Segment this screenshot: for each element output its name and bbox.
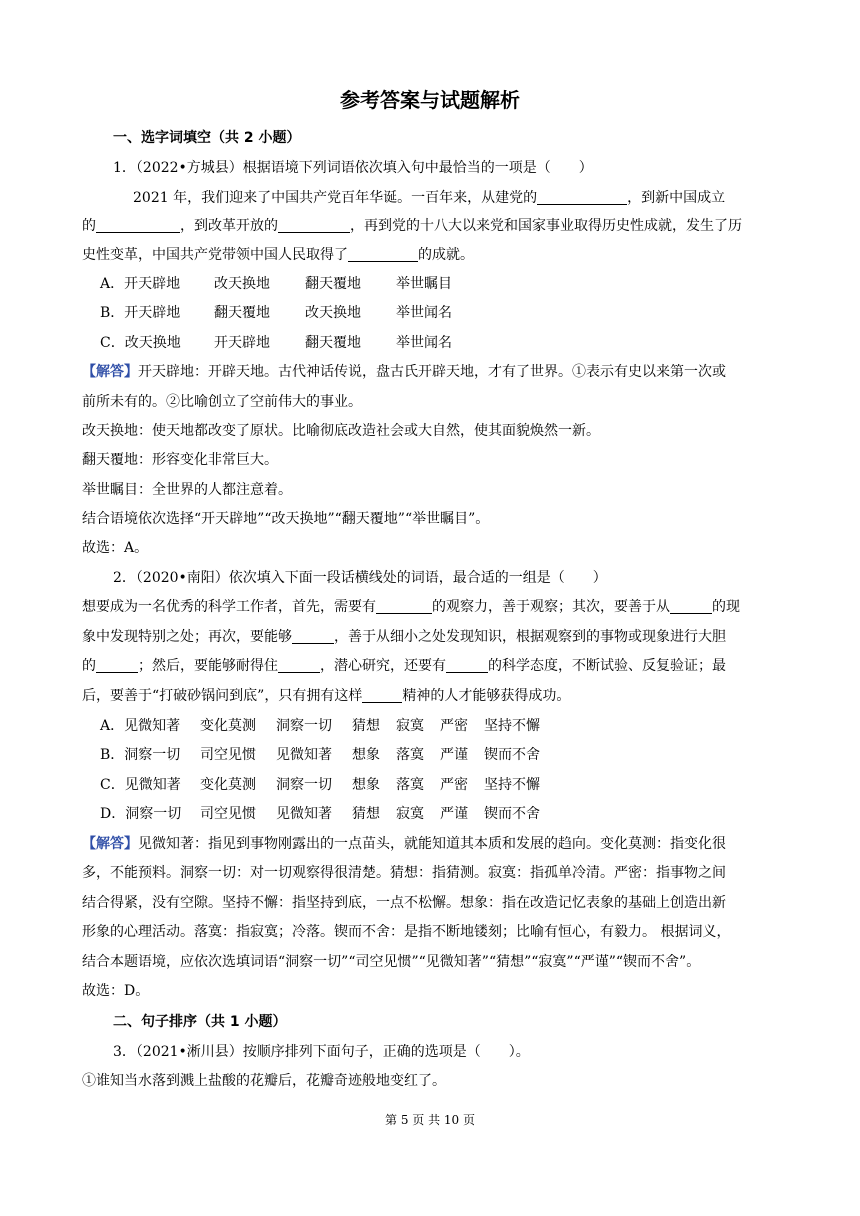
option-word: 想象 xyxy=(352,777,380,793)
question-2-stem: 2．（2020•南阳）依次填入下面一段话横线处的词语，最合适的一组是（ ） xyxy=(113,570,607,586)
question-2-option-d xyxy=(100,804,540,824)
option-word: A．开天辟地 xyxy=(100,276,181,292)
fill-blank xyxy=(96,658,138,673)
option-word: 洞察一切 xyxy=(276,777,332,793)
option-word: 猜想 xyxy=(352,806,380,822)
question-1-answer-line-4: 翻天覆地：形容变化非常巨大。 xyxy=(82,452,278,468)
question-2-answer-line-6: 故选：D。 xyxy=(82,983,150,999)
question-2-answer-line-2: 多，不能预料。洞察一切：对一切观察得很清楚。猜想：指猜测。寂寞：指孤单冷清。严密：指事物之间 xyxy=(82,865,726,881)
passage-text: 后，要善于“打破砂锅问到底”，只有拥有这样 xyxy=(82,688,363,704)
answer-tag: 【解答】 xyxy=(82,836,138,852)
option-word: 见微知著 xyxy=(276,747,332,763)
option-word: 寂寞 xyxy=(396,806,424,822)
question-1-answer-line-2: 前所未有的。②比喻创立了空前伟大的事业。 xyxy=(82,394,362,410)
fill-blank xyxy=(537,190,627,205)
fill-blank xyxy=(348,247,418,262)
passage-text: ，再到党的十八大以来党和国家事业取得历史性成就，发生了历 xyxy=(350,218,742,234)
question-1-answer-line-6: 结合语境依次选择“开天辟地”“改天换地”“翻天覆地”“举世瞩目”。 xyxy=(82,511,490,527)
option-word: 举世闻名 xyxy=(396,305,452,321)
question-1-stem: 1．（2022•方城县）根据语境下列词语依次填入句中最恰当的一项是（ ） xyxy=(113,160,593,176)
option-word: 坚持不懈 xyxy=(484,777,540,793)
passage-text: ，潜心研究，还要有 xyxy=(320,658,446,674)
question-1-answer-line-3: 改天换地：使天地都改变了原状。比喻彻底改造社会或大自然，使其面貌焕然一新。 xyxy=(82,423,600,439)
option-word: 举世闻名 xyxy=(396,335,452,351)
option-word: 锲而不舍 xyxy=(484,806,540,822)
option-word: 翻天覆地 xyxy=(214,305,270,321)
passage-text: 精神的人才能够获得成功。 xyxy=(402,688,571,704)
question-1-option-b xyxy=(100,303,452,323)
question-2-passage-line-4 xyxy=(82,686,570,706)
option-word: 举世瞩目 xyxy=(396,276,452,292)
option-word: 开天辟地 xyxy=(214,335,270,351)
passage-text: 想要成为一名优秀的科学工作者，首先，需要有 xyxy=(82,599,376,615)
passage-text: 象中发现特别之处；再次，要能够 xyxy=(82,629,292,645)
option-word: B．开天辟地 xyxy=(100,305,181,321)
fill-blank xyxy=(446,658,488,673)
option-word: C．见微知著 xyxy=(100,777,181,793)
question-2-option-c xyxy=(100,775,540,795)
option-word: 想象 xyxy=(352,747,380,763)
question-2-passage-line-1 xyxy=(82,597,740,617)
option-word: 猜想 xyxy=(352,718,380,734)
fill-blank xyxy=(376,599,432,614)
option-word: 变化莫测 xyxy=(200,718,256,734)
option-word: 严谨 xyxy=(440,806,468,822)
option-word: C．改天换地 xyxy=(100,335,181,351)
option-word: D．洞察一切 xyxy=(100,806,182,822)
question-1-answer-line-5: 举世瞩目：全世界的人都注意着。 xyxy=(82,482,292,498)
option-word: 改天换地 xyxy=(214,276,270,292)
question-2-answer-line-5: 结合本题语境，应依次选填词语“洞察一切”“司空见惯”“见微知著”“猜想”“寂寞”“严谨”“锲而不舍”。 xyxy=(82,954,701,970)
question-1-answer-line-7: 故选：A。 xyxy=(82,540,149,556)
question-2-passage-line-2 xyxy=(82,627,726,647)
question-1-passage-line-2 xyxy=(82,216,742,236)
option-word: 严谨 xyxy=(440,747,468,763)
fill-blank xyxy=(670,599,712,614)
passage-text: 的 xyxy=(82,218,96,234)
option-word: 严密 xyxy=(440,718,468,734)
question-2-answer-line-4: 形象的心理活动。落寞：指寂寞；冷落。锲而不舍：是指不断地镂刻；比喻有恒心，有毅力。 根据词义， xyxy=(82,924,731,940)
answer-text: 见微知著：指见到事物刚露出的一点苗头，就能知道其本质和发展的趋向。变化莫测：指变化很 xyxy=(138,836,726,852)
option-word: 洞察一切 xyxy=(276,718,332,734)
option-word: 司空见惯 xyxy=(200,747,256,763)
question-3-stem: 3．（2021•淅川县）按顺序排列下面句子，正确的选项是（ ）。 xyxy=(113,1044,530,1060)
option-word: 寂寞 xyxy=(396,718,424,734)
fill-blank xyxy=(278,658,320,673)
passage-text: 史性变革，中国共产党带领中国人民取得了 xyxy=(82,247,348,263)
question-2-answer-line-3: 结合得紧，没有空隙。坚持不懈：指坚持到底，一点不松懈。想象：指在改造记忆表象的基础上创造出新 xyxy=(82,895,726,911)
option-word: 翻天覆地 xyxy=(305,335,361,351)
question-2-option-b xyxy=(100,745,540,765)
question-1-answer-line-1 xyxy=(82,362,726,382)
answer-tag: 【解答】 xyxy=(82,364,138,380)
passage-text: 的现 xyxy=(712,599,740,615)
option-word: A．见微知著 xyxy=(100,718,181,734)
passage-text: ；然后，要能够耐得住 xyxy=(138,658,278,674)
passage-text: 的观察力，善于观察；其次，要善于从 xyxy=(432,599,670,615)
option-word: 见微知著 xyxy=(276,806,332,822)
passage-text: 的科学态度，不断试验、反复验证；最 xyxy=(488,658,726,674)
question-2-option-a xyxy=(100,716,540,736)
passage-text: 的成就。 xyxy=(418,247,474,263)
option-word: 司空见惯 xyxy=(200,806,256,822)
section-heading-1: 一、选字词填空（共 2 小题） xyxy=(113,130,301,146)
page-footer: 第 5 页 共 10 页 xyxy=(385,1113,475,1127)
question-1-passage-line-3 xyxy=(82,245,474,265)
fill-blank xyxy=(362,688,402,703)
passage-text: 2021 年，我们迎来了中国共产党百年华诞。一百年来，从建党的 xyxy=(133,190,538,206)
fill-blank xyxy=(96,218,180,233)
question-2-passage-line-3 xyxy=(82,656,726,676)
passage-text: ，到改革开放的 xyxy=(180,218,278,234)
question-1-passage-line-1 xyxy=(133,188,725,208)
option-word: 锲而不舍 xyxy=(484,747,540,763)
page-title: 参考答案与试题解析 xyxy=(340,88,520,112)
passage-text: ，到新中国成立 xyxy=(627,190,726,206)
passage-text: 的 xyxy=(82,658,96,674)
option-word: 变化莫测 xyxy=(200,777,256,793)
question-2-answer-line-1 xyxy=(82,834,726,854)
passage-text: ，善于从细小之处发现知识，根据观察到的事物或现象进行大胆 xyxy=(334,629,726,645)
option-word: 落寞 xyxy=(396,747,424,763)
question-1-option-c xyxy=(100,333,452,353)
option-word: 坚持不懈 xyxy=(484,718,540,734)
option-word: 翻天覆地 xyxy=(305,276,361,292)
fill-blank xyxy=(278,218,350,233)
section-heading-2: 二、句子排序（共 1 小题） xyxy=(113,1014,287,1030)
question-3-sentence-1: ①谁知当水落到溅上盐酸的花瓣后，花瓣奇迹般地变红了。 xyxy=(82,1073,446,1089)
fill-blank xyxy=(292,629,334,644)
option-word: 改天换地 xyxy=(305,305,361,321)
answer-text: 开天辟地：开辟天地。古代神话传说，盘古氏开辟天地，才有了世界。①表示有史以来第一次或 xyxy=(138,364,726,380)
question-1-option-a xyxy=(100,274,452,294)
option-word: 落寞 xyxy=(396,777,424,793)
option-word: 严密 xyxy=(440,777,468,793)
option-word: B．洞察一切 xyxy=(100,747,181,763)
